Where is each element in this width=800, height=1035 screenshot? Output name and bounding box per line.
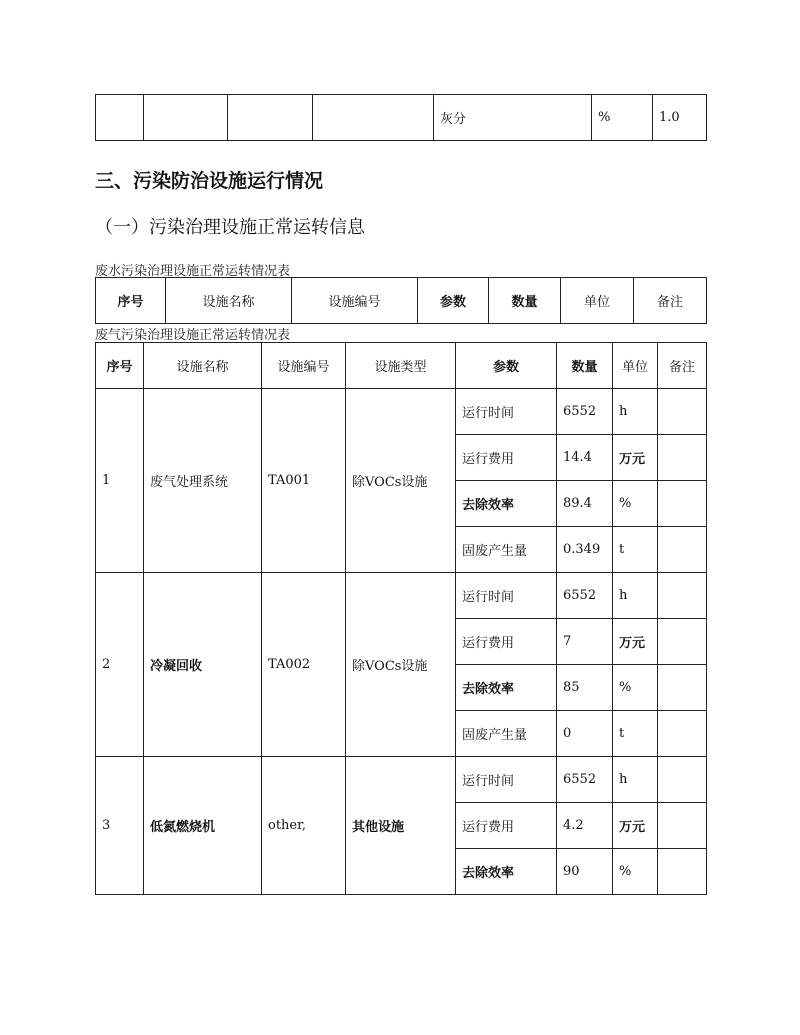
param-name: 运行费用 [456, 619, 557, 665]
param-name: 固废产生量 [456, 711, 557, 757]
param-note [658, 711, 707, 757]
table-row [96, 95, 707, 141]
param-qty: 6552 [557, 389, 613, 435]
header-cell: 设施类型 [346, 343, 456, 389]
param-qty: 14.4 [557, 435, 613, 481]
param-qty: 6552 [557, 757, 613, 803]
param-qty: 6552 [557, 573, 613, 619]
facility-type: 除VOCs设施 [346, 389, 456, 573]
continued-table [95, 94, 707, 141]
header-cell: 参数 [418, 278, 489, 324]
param-name: 去除效率 [456, 849, 557, 895]
section-title: 三、污染防治设施运行情况 [95, 170, 324, 192]
facility-name: 废气处理系统 [144, 389, 262, 573]
param-unit: % [613, 665, 658, 711]
param-note [658, 389, 707, 435]
table-row [96, 389, 707, 435]
header-cell: 设施编号 [292, 278, 418, 324]
facility-code: other, [262, 757, 346, 895]
param-unit: 万元 [613, 619, 658, 665]
table-cell: % [592, 95, 653, 141]
table-header-row [96, 278, 707, 324]
table-row [96, 573, 707, 619]
param-unit: % [613, 849, 658, 895]
header-cell: 设施名称 [166, 278, 292, 324]
param-unit: 万元 [613, 435, 658, 481]
header-cell: 设施编号 [262, 343, 346, 389]
param-name: 运行时间 [456, 573, 557, 619]
header-cell: 数量 [489, 278, 561, 324]
header-cell: 单位 [613, 343, 658, 389]
param-note [658, 435, 707, 481]
header-cell: 序号 [96, 343, 144, 389]
param-note [658, 803, 707, 849]
wastewater-table-caption: 废水污染治理设施正常运转情况表 [95, 264, 291, 279]
param-name: 运行时间 [456, 757, 557, 803]
table-cell [96, 95, 144, 141]
facility-code: TA001 [262, 389, 346, 573]
param-qty: 90 [557, 849, 613, 895]
param-name: 去除效率 [456, 665, 557, 711]
table-cell [144, 95, 228, 141]
table-cell [228, 95, 313, 141]
table-header-row [96, 343, 707, 389]
param-qty: 89.4 [557, 481, 613, 527]
header-cell: 设施名称 [144, 343, 262, 389]
wastegas-table [95, 342, 707, 895]
param-unit: % [613, 481, 658, 527]
param-qty: 0 [557, 711, 613, 757]
table-row [96, 757, 707, 803]
param-name: 运行时间 [456, 389, 557, 435]
param-note [658, 481, 707, 527]
facility-code: TA002 [262, 573, 346, 757]
table-cell [313, 95, 434, 141]
param-qty: 0.349 [557, 527, 613, 573]
wastegas-table-caption: 废气污染治理设施正常运转情况表 [95, 328, 291, 343]
facility-name: 冷凝回收 [144, 573, 262, 757]
facility-no: 3 [96, 757, 144, 895]
param-qty: 4.2 [557, 803, 613, 849]
param-note [658, 849, 707, 895]
param-unit: t [613, 527, 658, 573]
header-cell: 单位 [561, 278, 634, 324]
table-cell: 灰分 [434, 95, 592, 141]
param-note [658, 757, 707, 803]
subsection-title: （一）污染治理设施正常运转信息 [95, 217, 365, 238]
header-cell: 备注 [658, 343, 707, 389]
param-unit: h [613, 573, 658, 619]
table-cell: 1.0 [653, 95, 707, 141]
facility-type: 除VOCs设施 [346, 573, 456, 757]
param-note [658, 665, 707, 711]
param-unit: 万元 [613, 803, 658, 849]
param-unit: h [613, 757, 658, 803]
facility-name: 低氮燃烧机 [144, 757, 262, 895]
param-note [658, 527, 707, 573]
facility-no: 1 [96, 389, 144, 573]
facility-type: 其他设施 [346, 757, 456, 895]
header-cell: 参数 [456, 343, 557, 389]
param-name: 运行费用 [456, 435, 557, 481]
header-cell: 备注 [634, 278, 707, 324]
wastewater-table [95, 277, 707, 324]
header-cell: 序号 [96, 278, 166, 324]
param-qty: 85 [557, 665, 613, 711]
param-note [658, 619, 707, 665]
param-note [658, 573, 707, 619]
header-cell: 数量 [557, 343, 613, 389]
param-name: 固废产生量 [456, 527, 557, 573]
param-unit: t [613, 711, 658, 757]
param-qty: 7 [557, 619, 613, 665]
facility-no: 2 [96, 573, 144, 757]
param-name: 去除效率 [456, 481, 557, 527]
param-name: 运行费用 [456, 803, 557, 849]
param-unit: h [613, 389, 658, 435]
